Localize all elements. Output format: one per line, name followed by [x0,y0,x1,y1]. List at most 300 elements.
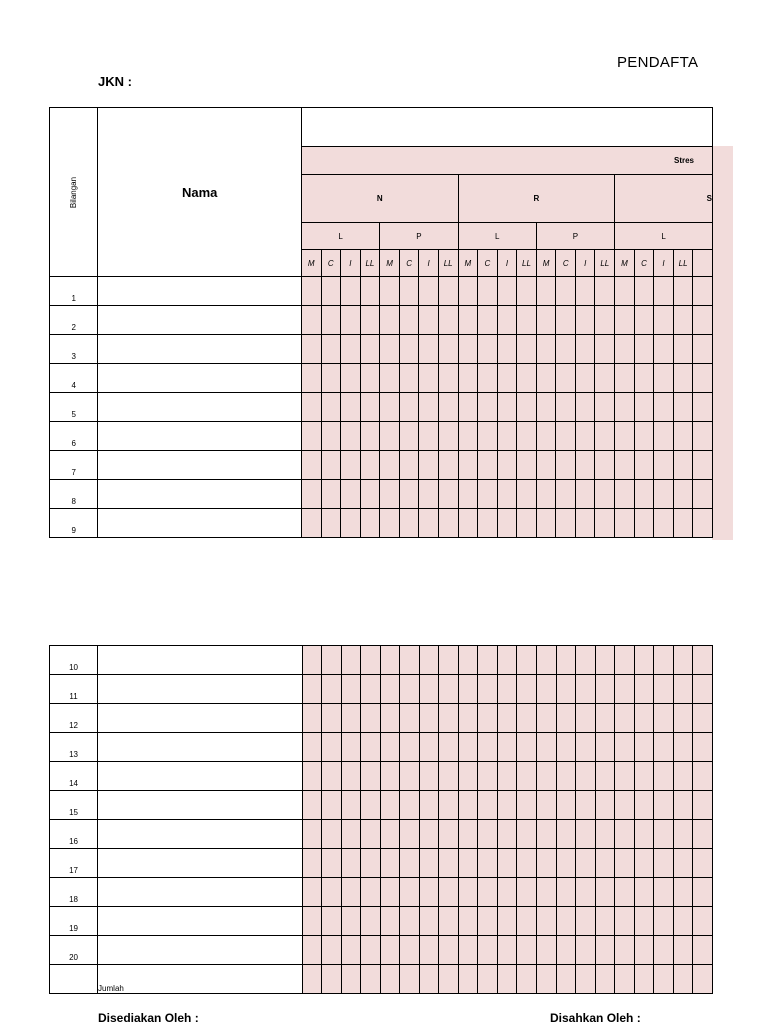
entry-cell[interactable] [615,878,635,907]
entry-cell[interactable] [380,335,400,364]
entry-cell[interactable] [693,849,713,878]
entry-cell[interactable] [634,480,654,509]
entry-cell[interactable] [576,306,595,335]
entry-cell[interactable] [439,791,459,820]
entry-cell[interactable] [419,849,439,878]
entry-cell[interactable] [301,306,321,335]
entry-cell[interactable] [302,849,322,878]
entry-cell[interactable] [576,849,596,878]
entry-cell[interactable] [458,306,478,335]
entry-cell[interactable] [400,704,420,733]
entry-cell[interactable] [321,509,341,538]
entry-cell[interactable] [341,762,361,791]
entry-cell[interactable] [673,733,693,762]
entry-cell[interactable] [517,451,537,480]
entry-cell[interactable] [615,422,635,451]
entry-cell[interactable] [595,704,615,733]
entry-cell[interactable] [478,646,498,675]
entry-cell[interactable] [517,393,537,422]
entry-cell[interactable] [615,820,635,849]
entry-cell[interactable] [497,936,517,965]
entry-cell[interactable] [576,704,596,733]
entry-cell[interactable] [322,965,342,994]
entry-cell[interactable] [517,791,537,820]
entry-cell[interactable] [576,277,595,306]
entry-cell[interactable] [400,965,420,994]
entry-cell[interactable] [361,646,381,675]
entry-cell[interactable] [634,791,654,820]
entry-cell[interactable] [439,762,459,791]
entry-cell[interactable] [654,936,674,965]
entry-cell[interactable] [595,480,615,509]
entry-cell[interactable] [595,422,615,451]
entry-cell[interactable] [438,393,458,422]
entry-cell[interactable] [595,936,615,965]
entry-cell[interactable] [478,277,498,306]
entry-cell[interactable] [536,451,556,480]
entry-cell[interactable] [321,422,341,451]
entry-cell[interactable] [380,849,400,878]
entry-cell[interactable] [556,422,576,451]
entry-cell[interactable] [654,393,673,422]
entry-cell[interactable] [576,451,595,480]
entry-cell[interactable] [693,965,713,994]
entry-cell[interactable] [615,306,635,335]
entry-cell[interactable] [536,277,556,306]
entry-cell[interactable] [497,393,516,422]
entry-cell[interactable] [497,878,517,907]
entry-cell[interactable] [595,791,615,820]
entry-cell[interactable] [400,733,420,762]
entry-cell[interactable] [556,646,576,675]
entry-cell[interactable] [301,422,321,451]
entry-cell[interactable] [595,451,615,480]
entry-cell[interactable] [380,965,400,994]
name-cell[interactable] [98,791,303,820]
entry-cell[interactable] [321,480,341,509]
entry-cell[interactable] [634,675,654,704]
entry-cell[interactable] [654,335,673,364]
entry-cell[interactable] [595,907,615,936]
entry-cell[interactable] [634,451,654,480]
entry-cell[interactable] [400,849,420,878]
entry-cell[interactable] [302,907,322,936]
entry-cell[interactable] [458,451,478,480]
entry-cell[interactable] [576,907,596,936]
entry-cell[interactable] [693,878,713,907]
entry-cell[interactable] [301,480,321,509]
entry-cell[interactable] [419,364,438,393]
entry-cell[interactable] [478,936,498,965]
entry-cell[interactable] [536,509,556,538]
entry-cell[interactable] [322,791,342,820]
entry-cell[interactable] [673,364,693,393]
entry-cell[interactable] [478,393,498,422]
entry-cell[interactable] [458,820,478,849]
entry-cell[interactable] [537,762,557,791]
entry-cell[interactable] [537,704,557,733]
entry-cell[interactable] [439,704,459,733]
entry-cell[interactable] [673,878,693,907]
entry-cell[interactable] [458,480,478,509]
entry-cell[interactable] [380,509,400,538]
entry-cell[interactable] [693,646,713,675]
entry-cell[interactable] [419,907,439,936]
entry-cell[interactable] [360,451,380,480]
entry-cell[interactable] [419,733,439,762]
entry-cell[interactable] [537,675,557,704]
entry-cell[interactable] [399,451,419,480]
entry-cell[interactable] [380,277,400,306]
entry-cell[interactable] [439,733,459,762]
entry-cell[interactable] [478,791,498,820]
entry-cell[interactable] [576,965,596,994]
entry-cell[interactable] [458,422,478,451]
name-cell[interactable] [98,907,303,936]
entry-cell[interactable] [380,364,400,393]
entry-cell[interactable] [360,509,380,538]
entry-cell[interactable] [556,704,576,733]
entry-cell[interactable] [654,646,674,675]
entry-cell[interactable] [556,907,576,936]
entry-cell[interactable] [458,791,478,820]
entry-cell[interactable] [634,393,654,422]
entry-cell[interactable] [380,733,400,762]
entry-cell[interactable] [673,907,693,936]
entry-cell[interactable] [341,907,361,936]
entry-cell[interactable] [438,364,458,393]
entry-cell[interactable] [634,306,654,335]
entry-cell[interactable] [380,422,400,451]
entry-cell[interactable] [478,509,498,538]
entry-cell[interactable] [380,306,400,335]
entry-cell[interactable] [361,936,381,965]
entry-cell[interactable] [399,509,419,538]
entry-cell[interactable] [341,422,360,451]
entry-cell[interactable] [458,335,478,364]
entry-cell[interactable] [634,849,654,878]
entry-cell[interactable] [321,335,341,364]
entry-cell[interactable] [673,675,693,704]
entry-cell[interactable] [400,646,420,675]
entry-cell[interactable] [341,335,360,364]
entry-cell[interactable] [478,675,498,704]
entry-cell[interactable] [634,820,654,849]
entry-cell[interactable] [458,509,478,538]
entry-cell[interactable] [438,306,458,335]
entry-cell[interactable] [536,306,556,335]
entry-cell[interactable] [497,704,517,733]
entry-cell[interactable] [615,936,635,965]
entry-cell[interactable] [301,393,321,422]
name-cell[interactable] [98,849,303,878]
entry-cell[interactable] [360,480,380,509]
name-cell[interactable] [98,277,301,306]
entry-cell[interactable] [556,849,576,878]
entry-cell[interactable] [556,480,576,509]
entry-cell[interactable] [302,733,322,762]
entry-cell[interactable] [478,364,498,393]
entry-cell[interactable] [634,878,654,907]
entry-cell[interactable] [615,791,635,820]
entry-cell[interactable] [517,849,537,878]
entry-cell[interactable] [322,762,342,791]
entry-cell[interactable] [439,849,459,878]
entry-cell[interactable] [419,965,439,994]
entry-cell[interactable] [380,675,400,704]
entry-cell[interactable] [439,675,459,704]
entry-cell[interactable] [595,733,615,762]
name-cell[interactable] [98,364,301,393]
entry-cell[interactable] [556,335,576,364]
entry-cell[interactable] [302,878,322,907]
name-cell[interactable] [98,480,301,509]
entry-cell[interactable] [576,675,596,704]
entry-cell[interactable] [693,936,713,965]
entry-cell[interactable] [497,675,517,704]
entry-cell[interactable] [673,762,693,791]
entry-cell[interactable] [341,704,361,733]
entry-cell[interactable] [556,277,576,306]
entry-cell[interactable] [673,509,693,538]
entry-cell[interactable] [654,907,674,936]
entry-cell[interactable] [478,704,498,733]
entry-cell[interactable] [576,762,596,791]
entry-cell[interactable] [361,820,381,849]
entry-cell[interactable] [478,820,498,849]
entry-cell[interactable] [536,480,556,509]
entry-cell[interactable] [576,364,595,393]
entry-cell[interactable] [458,675,478,704]
entry-cell[interactable] [517,306,537,335]
entry-cell[interactable] [478,878,498,907]
entry-cell[interactable] [537,878,557,907]
entry-cell[interactable] [458,849,478,878]
entry-cell[interactable] [380,762,400,791]
entry-cell[interactable] [322,907,342,936]
entry-cell[interactable] [634,422,654,451]
entry-cell[interactable] [458,704,478,733]
entry-cell[interactable] [478,451,498,480]
entry-cell[interactable] [615,675,635,704]
entry-cell[interactable] [341,451,360,480]
entry-cell[interactable] [537,849,557,878]
entry-cell[interactable] [380,480,400,509]
entry-cell[interactable] [478,762,498,791]
entry-cell[interactable] [595,393,615,422]
entry-cell[interactable] [419,306,438,335]
entry-cell[interactable] [399,422,419,451]
entry-cell[interactable] [360,422,380,451]
entry-cell[interactable] [517,675,537,704]
entry-cell[interactable] [322,733,342,762]
entry-cell[interactable] [400,791,420,820]
entry-cell[interactable] [576,393,595,422]
entry-cell[interactable] [438,451,458,480]
entry-cell[interactable] [497,509,516,538]
entry-cell[interactable] [654,965,674,994]
entry-cell[interactable] [458,393,478,422]
entry-cell[interactable] [439,936,459,965]
entry-cell[interactable] [673,277,693,306]
entry-cell[interactable] [419,393,438,422]
entry-cell[interactable] [458,936,478,965]
entry-cell[interactable] [458,878,478,907]
entry-cell[interactable] [693,907,713,936]
entry-cell[interactable] [419,451,438,480]
name-cell[interactable] [98,509,301,538]
entry-cell[interactable] [615,733,635,762]
name-cell[interactable] [98,762,303,791]
entry-cell[interactable] [576,480,595,509]
entry-cell[interactable] [361,849,381,878]
entry-cell[interactable] [517,878,537,907]
entry-cell[interactable] [634,907,654,936]
entry-cell[interactable] [673,422,693,451]
entry-cell[interactable] [399,480,419,509]
entry-cell[interactable] [341,277,360,306]
entry-cell[interactable] [556,791,576,820]
entry-cell[interactable] [517,762,537,791]
entry-cell[interactable] [615,965,635,994]
entry-cell[interactable] [556,364,576,393]
entry-cell[interactable] [399,277,419,306]
entry-cell[interactable] [321,451,341,480]
entry-cell[interactable] [497,907,517,936]
entry-cell[interactable] [673,965,693,994]
entry-cell[interactable] [341,820,361,849]
entry-cell[interactable] [537,907,557,936]
entry-cell[interactable] [341,733,361,762]
entry-cell[interactable] [595,675,615,704]
entry-cell[interactable] [497,849,517,878]
entry-cell[interactable] [322,936,342,965]
entry-cell[interactable] [615,907,635,936]
entry-cell[interactable] [361,675,381,704]
entry-cell[interactable] [419,422,438,451]
entry-cell[interactable] [360,364,380,393]
entry-cell[interactable] [380,907,400,936]
entry-cell[interactable] [537,936,557,965]
entry-cell[interactable] [654,704,674,733]
entry-cell[interactable] [634,704,654,733]
entry-cell[interactable] [654,422,673,451]
entry-cell[interactable] [439,820,459,849]
entry-cell[interactable] [693,733,713,762]
entry-cell[interactable] [439,646,459,675]
entry-cell[interactable] [380,791,400,820]
entry-cell[interactable] [517,646,537,675]
entry-cell[interactable] [654,306,673,335]
entry-cell[interactable] [595,849,615,878]
name-cell[interactable] [98,733,303,762]
entry-cell[interactable] [673,849,693,878]
entry-cell[interactable] [419,509,438,538]
entry-cell[interactable] [517,936,537,965]
entry-cell[interactable] [615,393,635,422]
entry-cell[interactable] [595,820,615,849]
entry-cell[interactable] [634,335,654,364]
entry-cell[interactable] [693,422,713,451]
entry-cell[interactable] [693,364,713,393]
entry-cell[interactable] [399,335,419,364]
entry-cell[interactable] [497,762,517,791]
entry-cell[interactable] [654,451,673,480]
entry-cell[interactable] [419,791,439,820]
entry-cell[interactable] [517,335,537,364]
entry-cell[interactable] [341,849,361,878]
entry-cell[interactable] [517,907,537,936]
entry-cell[interactable] [478,965,498,994]
entry-cell[interactable] [341,878,361,907]
entry-cell[interactable] [615,849,635,878]
entry-cell[interactable] [537,733,557,762]
entry-cell[interactable] [497,791,517,820]
entry-cell[interactable] [341,306,360,335]
entry-cell[interactable] [478,480,498,509]
entry-cell[interactable] [634,936,654,965]
entry-cell[interactable] [615,646,635,675]
entry-cell[interactable] [302,965,322,994]
entry-cell[interactable] [634,733,654,762]
entry-cell[interactable] [693,277,713,306]
entry-cell[interactable] [361,762,381,791]
entry-cell[interactable] [458,762,478,791]
entry-cell[interactable] [576,791,596,820]
entry-cell[interactable] [438,277,458,306]
entry-cell[interactable] [321,306,341,335]
entry-cell[interactable] [361,733,381,762]
entry-cell[interactable] [595,646,615,675]
entry-cell[interactable] [615,704,635,733]
entry-cell[interactable] [693,704,713,733]
entry-cell[interactable] [556,878,576,907]
entry-cell[interactable] [478,733,498,762]
name-cell[interactable] [98,422,301,451]
entry-cell[interactable] [654,509,673,538]
entry-cell[interactable] [673,704,693,733]
entry-cell[interactable] [634,364,654,393]
entry-cell[interactable] [556,820,576,849]
entry-cell[interactable] [419,762,439,791]
entry-cell[interactable] [341,393,360,422]
entry-cell[interactable] [341,936,361,965]
entry-cell[interactable] [595,306,615,335]
entry-cell[interactable] [576,936,596,965]
entry-cell[interactable] [556,509,576,538]
entry-cell[interactable] [497,820,517,849]
entry-cell[interactable] [673,393,693,422]
entry-cell[interactable] [615,480,635,509]
entry-cell[interactable] [615,762,635,791]
entry-cell[interactable] [517,820,537,849]
entry-cell[interactable] [595,878,615,907]
entry-cell[interactable] [458,965,478,994]
entry-cell[interactable] [517,277,537,306]
name-cell[interactable] [98,393,301,422]
entry-cell[interactable] [322,849,342,878]
entry-cell[interactable] [438,422,458,451]
entry-cell[interactable] [322,820,342,849]
entry-cell[interactable] [537,646,557,675]
entry-cell[interactable] [556,965,576,994]
entry-cell[interactable] [438,509,458,538]
entry-cell[interactable] [537,820,557,849]
entry-cell[interactable] [322,704,342,733]
entry-cell[interactable] [458,646,478,675]
entry-cell[interactable] [419,480,438,509]
entry-cell[interactable] [556,306,576,335]
